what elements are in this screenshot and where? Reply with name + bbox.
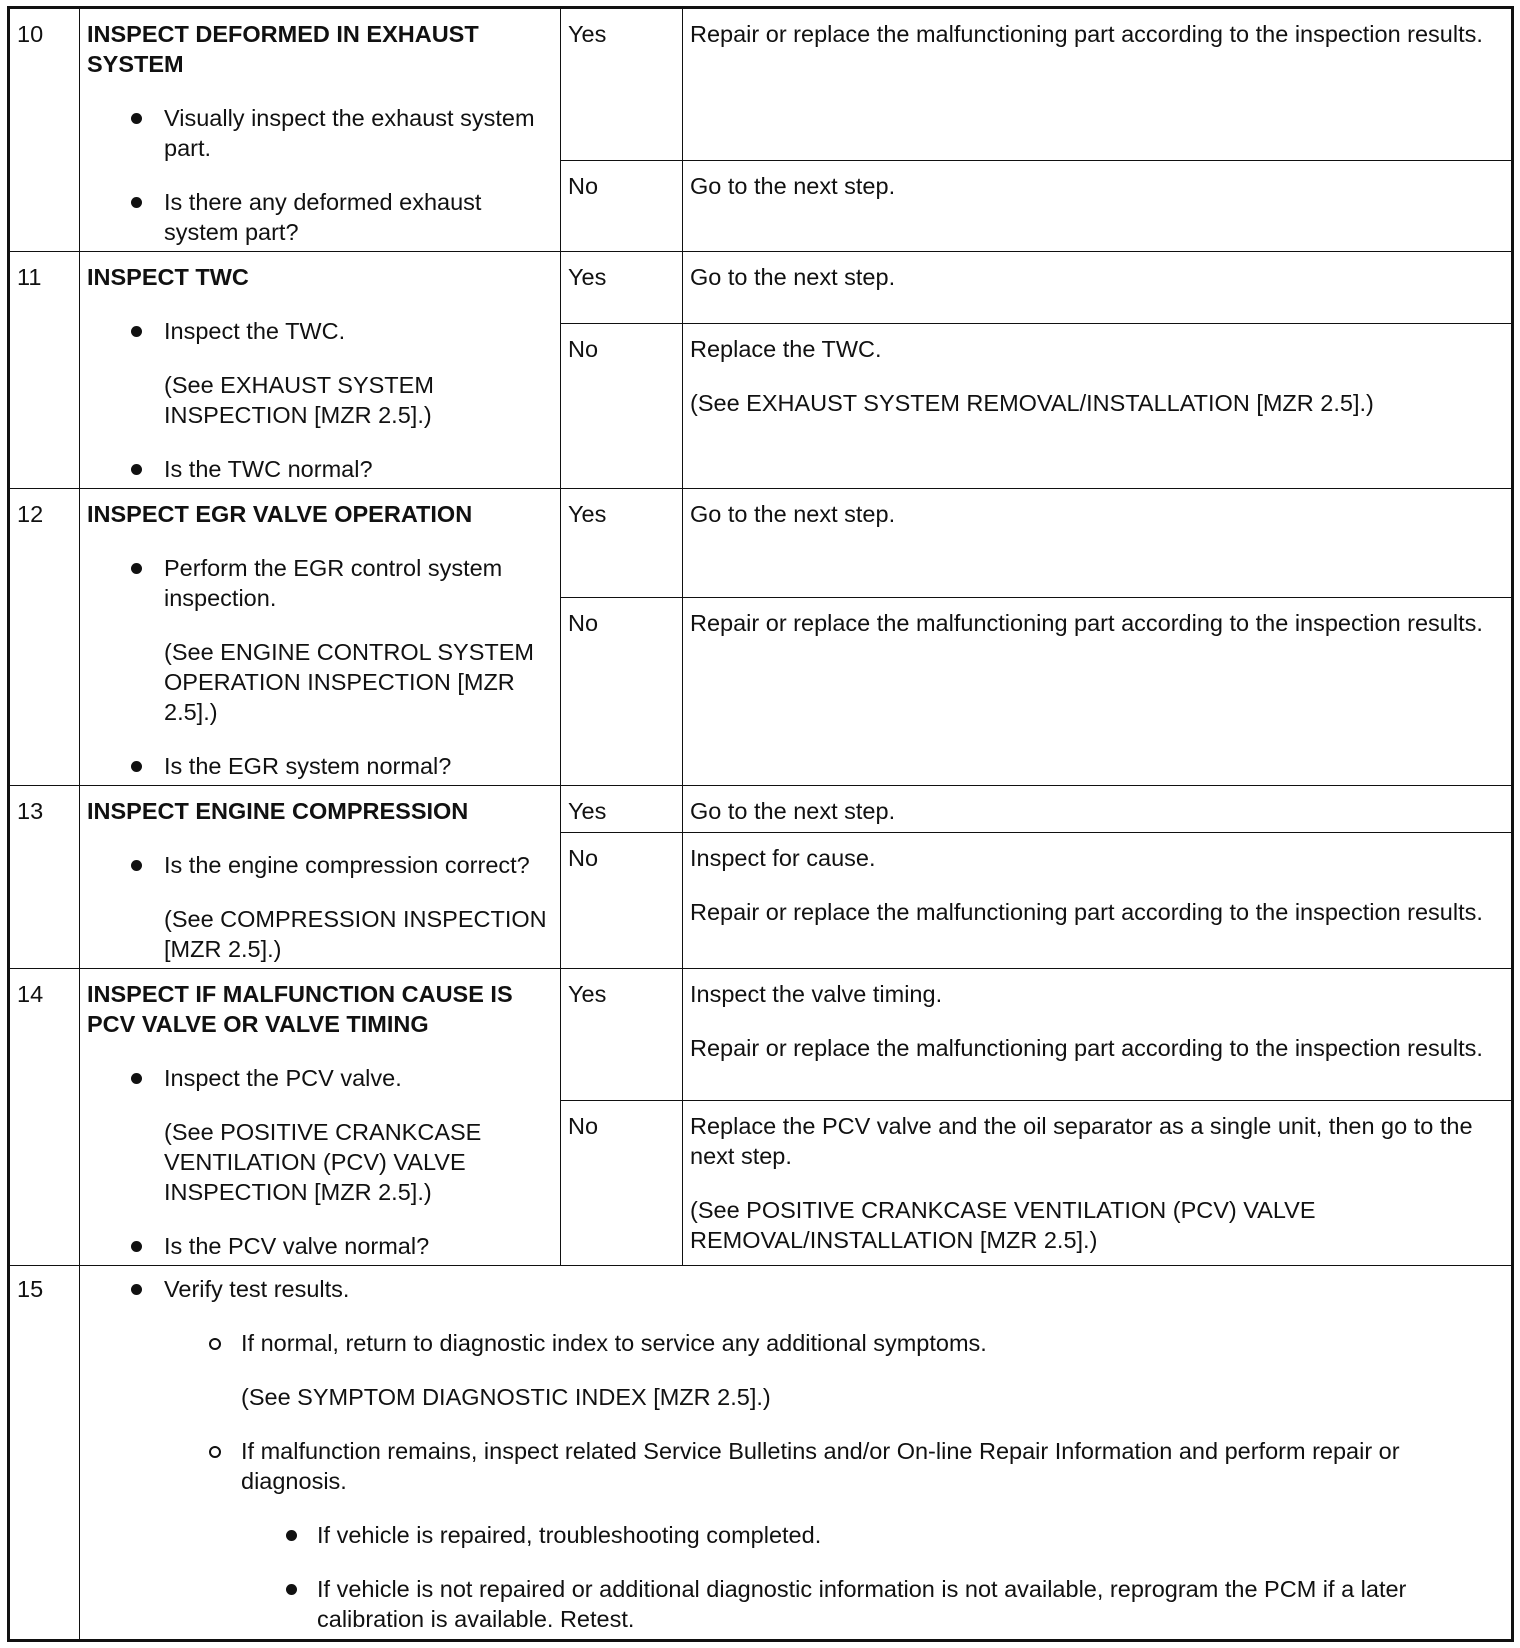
action-cell — [683, 598, 1513, 786]
step-number: 10 — [9, 8, 80, 252]
reference-text: (See POSITIVE CRANKCASE VENTILATION (PCV) VALVE INSPECTION [MZR 2.5].) — [164, 1119, 482, 1205]
step-number: 13 — [9, 786, 80, 969]
reference-text: (See COMPRESSION INSPECTION [MZR 2.5].) — [164, 906, 547, 962]
answer-no: No — [561, 833, 683, 969]
step-11-row-yes — [9, 252, 1513, 324]
step-13-row-yes — [9, 786, 1513, 833]
action-cell — [683, 786, 1513, 833]
step-title: INSPECT ENGINE COMPRESSION — [87, 798, 469, 824]
action-cell — [683, 833, 1513, 969]
step-instructions — [80, 252, 561, 489]
bullet-item: Verify test results. — [87, 1274, 1505, 1304]
nested-bullet-item: If vehicle is repaired, troubleshooting completed. — [87, 1520, 1505, 1550]
step-15-row — [9, 1266, 1513, 1641]
step-number: 14 — [9, 969, 80, 1266]
sub-bullet-item: If normal, return to diagnostic index to service any additional symptoms. — [87, 1328, 1505, 1358]
step-title: INSPECT IF MALFUNCTION CAUSE IS PCV VALVE OR VALVE TIMING — [87, 981, 513, 1037]
step-12-row-yes — [9, 489, 1513, 598]
step-instructions — [80, 969, 561, 1266]
answer-yes: Yes — [561, 489, 683, 598]
action-cell — [683, 969, 1513, 1101]
bullet-item: Is the engine compression correct? — [87, 850, 554, 880]
action-text: Inspect the valve timing. — [690, 981, 943, 1007]
action-text: Go to the next step. — [690, 172, 896, 199]
diagnostic-procedure-table — [7, 6, 1514, 1642]
action-text: Inspect for cause. — [690, 845, 876, 872]
answer-yes: Yes — [561, 786, 683, 833]
step-number: 12 — [9, 489, 80, 786]
step-title: INSPECT DEFORMED IN EXHAUST SYSTEM — [87, 21, 479, 77]
answer-no: No — [561, 323, 683, 488]
step-instructions — [80, 786, 561, 969]
step-14-row-yes — [9, 969, 1513, 1101]
bullet-item: Inspect the TWC. — [87, 316, 554, 346]
answer-no: No — [561, 598, 683, 786]
step-instructions — [80, 8, 561, 252]
action-cell — [683, 489, 1513, 598]
action-text: Replace the PCV valve and the oil separator as a single unit, then go to the next step. — [690, 1112, 1473, 1169]
bullet-item: Is there any deformed exhaust system part? — [87, 187, 554, 247]
action-cell — [683, 323, 1513, 488]
reference-text: (See SYMPTOM DIAGNOSTIC INDEX [MZR 2.5].) — [241, 1384, 771, 1410]
step-number: 11 — [9, 252, 80, 489]
action-text: Go to the next step. — [690, 798, 896, 824]
reference-text: (See EXHAUST SYSTEM REMOVAL/INSTALLATION [MZR 2.5].) — [690, 389, 1374, 416]
answer-no: No — [561, 1100, 683, 1265]
action-cell — [683, 160, 1513, 251]
action-text: Repair or replace the malfunctioning part according to the inspection results. — [690, 899, 1483, 926]
action-text: Repair or replace the malfunctioning part according to the inspection results. — [690, 610, 1483, 637]
step-number: 15 — [9, 1266, 80, 1641]
step-10-row-yes — [9, 8, 1513, 161]
action-cell — [683, 252, 1513, 324]
bullet-item: Is the EGR system normal? — [87, 751, 554, 781]
step-instructions — [80, 489, 561, 786]
nested-bullet-item: If vehicle is not repaired or additional diagnostic information is not available, reprogram the PCM if a later calibration is available. Retest. — [87, 1574, 1505, 1634]
step-title: INSPECT EGR VALVE OPERATION — [87, 501, 473, 527]
action-cell — [683, 8, 1513, 161]
bullet-item: Is the TWC normal? — [87, 454, 554, 484]
step-title: INSPECT TWC — [87, 264, 249, 290]
bullet-item: Inspect the PCV valve. — [87, 1063, 554, 1093]
action-text: Repair or replace the malfunctioning part according to the inspection results. — [690, 1035, 1483, 1061]
bullet-item: Perform the EGR control system inspection. — [87, 553, 554, 613]
action-text: Go to the next step. — [690, 264, 896, 290]
reference-text: (See ENGINE CONTROL SYSTEM OPERATION INSPECTION [MZR 2.5].) — [164, 639, 534, 725]
action-text: Repair or replace the malfunctioning part according to the inspection results. — [690, 21, 1483, 47]
bullet-item: Visually inspect the exhaust system part. — [87, 103, 554, 163]
reference-text: (See POSITIVE CRANKCASE VENTILATION (PCV) VALVE REMOVAL/INSTALLATION [MZR 2.5].) — [690, 1196, 1316, 1253]
answer-yes: Yes — [561, 8, 683, 161]
final-step-instructions — [80, 1266, 1513, 1641]
action-cell — [683, 1100, 1513, 1265]
action-text: Replace the TWC. — [690, 335, 882, 362]
action-text: Go to the next step. — [690, 501, 896, 527]
bullet-item: Is the PCV valve normal? — [87, 1231, 554, 1261]
answer-no: No — [561, 160, 683, 251]
answer-yes: Yes — [561, 252, 683, 324]
sub-bullet-item: If malfunction remains, inspect related Service Bulletins and/or On-line Repair Information and perform repair or diagnosis. — [87, 1436, 1505, 1496]
answer-yes: Yes — [561, 969, 683, 1101]
reference-text: (See EXHAUST SYSTEM INSPECTION [MZR 2.5].) — [164, 372, 434, 428]
